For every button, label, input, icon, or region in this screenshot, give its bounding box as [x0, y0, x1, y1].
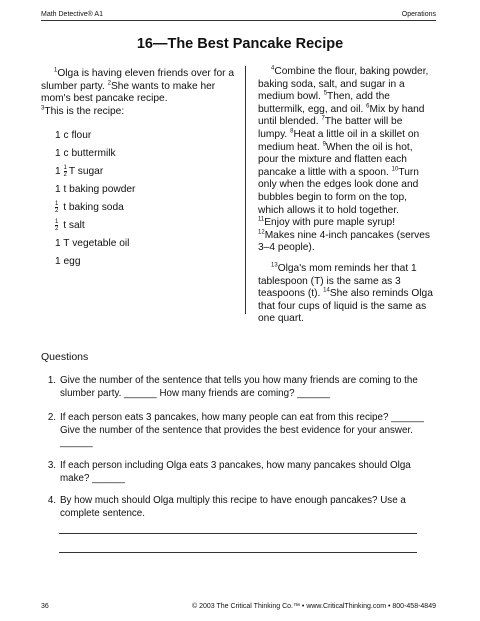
- intro-paragraph: [41, 68, 246, 106]
- question-number: 3.: [47, 460, 56, 471]
- ingredient-amount: 1: [55, 255, 61, 267]
- sentence-text: Then, add the buttermilk, egg, and oil.: [258, 91, 390, 115]
- question-item: [41, 412, 436, 450]
- sentence-number: 8: [290, 128, 294, 135]
- page-title: 16—The Best Pancake Recipe: [136, 36, 344, 52]
- sentence-text: The batter will be lumpy.: [258, 116, 403, 140]
- ingredient-amount: 1 t: [55, 184, 67, 196]
- sentence-number: 1: [54, 67, 58, 74]
- story-right-column: [258, 66, 433, 326]
- answer-line[interactable]: [59, 552, 417, 553]
- ingredient-item: [55, 253, 246, 271]
- sentence-number: 13: [271, 262, 278, 269]
- ingredient-name: t baking soda: [63, 201, 124, 213]
- sentence-text: Turn only when the edges look done and bubbles begin to form on the top, which allows it to hold together.: [258, 166, 419, 216]
- sentence-text: Makes nine 4-inch pancakes (serves 3–4 people).: [258, 229, 431, 254]
- ingredient-list: [41, 127, 246, 270]
- fraction-numerator: 1: [55, 218, 59, 225]
- story-left-column: [41, 68, 246, 271]
- ingredient-name: buttermilk: [71, 148, 116, 160]
- question-text: By how much should Olga multiply this recipe to have enough pancakes? Use a complete sentence.: [60, 495, 406, 519]
- ingredient-amount: 1 c: [55, 130, 69, 142]
- sentence-text: This is the recipe:: [44, 105, 125, 117]
- sentence-text: Olga's mom reminds her that 1 tablespoon (T) is the same as 3 teaspoons (t).: [258, 262, 417, 300]
- sentence-text: She wants to make her mom's best pancake recipe.: [41, 80, 216, 105]
- ingredient-amount: 1 c: [55, 148, 69, 160]
- sentence-text: Combine the flour, baking powder, baking soda, salt, and sugar in a medium bowl.: [258, 66, 429, 103]
- sentence-number: 6: [366, 103, 370, 110]
- sentence-number: 3: [41, 105, 45, 112]
- sentence-number: 5: [323, 90, 328, 97]
- reminder-paragraph: [258, 263, 433, 326]
- sentence-number: 2: [107, 80, 111, 87]
- fraction-numerator: 1: [55, 200, 59, 207]
- header-rule: [41, 20, 436, 21]
- sentence-number: 4: [271, 65, 275, 72]
- fraction-denominator: 2: [55, 225, 59, 232]
- fraction: [55, 201, 58, 214]
- ingredient-item: [55, 235, 246, 253]
- sentence-text: Mix by hand until blended.: [258, 103, 425, 128]
- sentence-number: 9: [322, 141, 326, 148]
- header-right: Operations: [401, 11, 436, 18]
- sentence-text: When the oil is hot, pour the mixture and flatten each pancake a little with a spoon.: [258, 141, 413, 178]
- ingredient-amount: 1: [55, 166, 61, 178]
- fraction-denominator: 2: [55, 207, 59, 214]
- intro-paragraph-cont: [41, 106, 246, 119]
- sentence-number: 10: [391, 166, 399, 173]
- question-number: 4.: [47, 495, 56, 506]
- question-text: If each person including Olga eats 3 pancakes, how many pancakes should Olga make? ______: [60, 460, 411, 484]
- column-divider: [245, 66, 246, 314]
- sentence-number: 7: [321, 115, 325, 122]
- ingredient-item: [55, 217, 246, 235]
- ingredient-item: [55, 199, 246, 217]
- ingredient-name: flour: [71, 130, 92, 142]
- sentence-number: 12: [258, 229, 265, 236]
- ingredient-item: [55, 181, 246, 199]
- ingredient-item: [55, 145, 246, 163]
- copyright-footer: © 2003 The Critical Thinking Co.™ • www.CriticalThinking.com • 800-458-4849: [191, 603, 436, 610]
- ingredient-item: [55, 163, 246, 181]
- ingredient-item: [55, 127, 246, 145]
- question-item: [41, 495, 436, 520]
- ingredient-name: egg: [63, 255, 81, 267]
- ingredient-name: T sugar: [68, 166, 104, 178]
- questions-heading: Questions: [41, 351, 89, 363]
- fraction-numerator: 1: [63, 164, 67, 171]
- fraction-denominator: 2: [63, 171, 67, 178]
- directions-paragraph: [258, 66, 433, 255]
- question-text: Give the number of the sentence that tells you how many friends are coming to the slumber party. ______ How many friends are coming? ______: [60, 375, 418, 399]
- sentence-text: Enjoy with pure maple syrup!: [264, 217, 396, 229]
- sentence-number: 14: [323, 287, 330, 294]
- sentence-text: She also reminds Olga that four cups of liquid is the same as one quart.: [258, 288, 433, 325]
- question-text: If each person eats 3 pancakes, how many people can eat from this recipe? ______ Give the number of the sentence that provides the best evidence for your answer. ______: [60, 412, 424, 448]
- sentence-text: Olga is having eleven friends over for a slumber party.: [41, 68, 235, 92]
- question-item: [41, 460, 436, 485]
- answer-line[interactable]: [59, 533, 417, 534]
- ingredient-name: vegetable oil: [72, 237, 130, 249]
- question-number: 2.: [47, 412, 56, 423]
- question-item: [41, 375, 436, 400]
- fraction: [64, 165, 67, 178]
- ingredient-name: baking powder: [69, 184, 136, 196]
- sentence-number: 11: [258, 216, 265, 223]
- fraction: [55, 219, 58, 232]
- ingredient-amount: 1 T: [55, 237, 70, 249]
- question-number: 1.: [47, 375, 56, 386]
- page-number: 36: [41, 603, 49, 610]
- sentence-text: Heat a little oil in a skillet on medium heat.: [258, 128, 420, 153]
- header-left: Math Detective® A1: [41, 11, 103, 18]
- ingredient-name: t salt: [63, 219, 85, 231]
